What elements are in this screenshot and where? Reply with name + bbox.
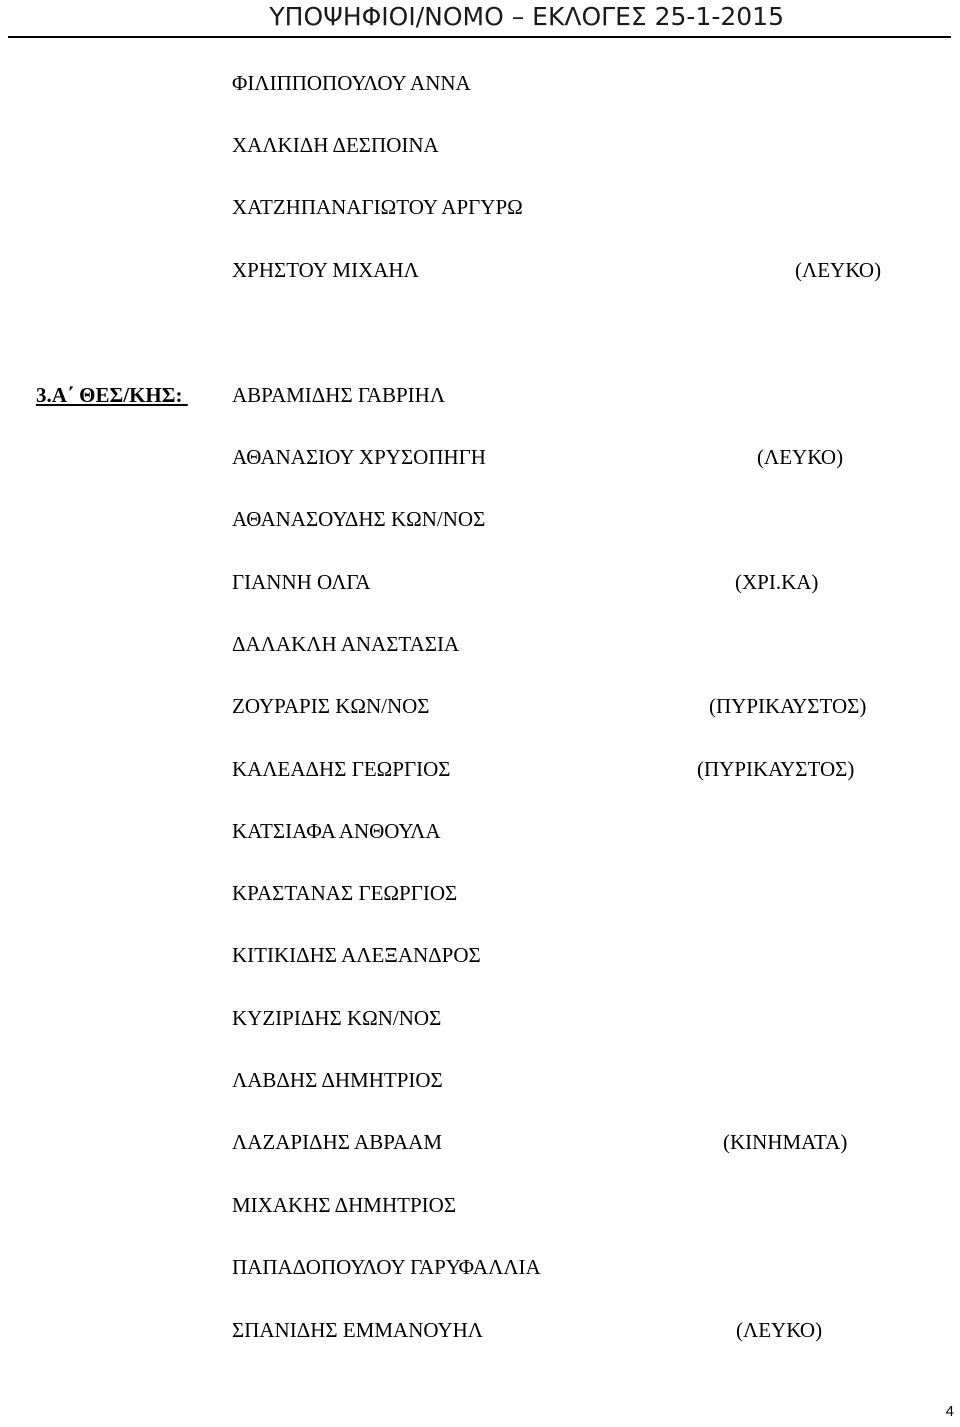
candidate-row — [0, 567, 960, 597]
candidate-name: ΖΟΥΡΑΡΙΣ ΚΩΝ/ΝΟΣ — [232, 694, 430, 718]
candidate-row — [0, 255, 960, 285]
constituency-label: 3.Α΄ ΘΕΣ/ΚΗΣ: — [36, 383, 188, 407]
candidate-name: ΧΑΛΚΙΔΗ ΔΕΣΠΟΙΝΑ — [232, 133, 439, 157]
candidate-party: (ΛΕΥΚΟ) — [795, 258, 882, 282]
candidate-party: (ΠΥΡΙΚΑΥΣΤΟΣ) — [709, 694, 867, 718]
candidate-row — [0, 442, 960, 472]
header-divider — [8, 36, 951, 38]
candidate-row — [0, 1127, 960, 1157]
candidate-name: ΑΒΡΑΜΙΔΗΣ ΓΑΒΡΙΗΛ — [232, 383, 446, 407]
candidate-name: ΛΑΖΑΡΙΔΗΣ ΑΒΡΑΑΜ — [232, 1130, 442, 1154]
candidate-party: (ΧΡΙ.ΚΑ) — [735, 570, 819, 594]
candidate-name: ΚΑΛΕΑΔΗΣ ΓΕΩΡΓΙΟΣ — [232, 757, 451, 781]
candidate-row — [0, 504, 960, 534]
candidate-party: (ΚΙΝΗΜΑΤΑ) — [723, 1130, 848, 1154]
candidate-row — [0, 68, 960, 98]
candidate-name: ΧΑΤΖΗΠΑΝΑΓΙΩΤΟΥ ΑΡΓΥΡΩ — [232, 195, 523, 219]
candidate-row — [0, 130, 960, 160]
candidate-name: ΚΑΤΣΙΑΦΑ ΑΝΘΟΥΛΑ — [232, 819, 441, 843]
candidate-name: ΓΙΑΝΝΗ ΟΛΓΑ — [232, 570, 371, 594]
candidate-row — [0, 1065, 960, 1095]
candidate-name: ΚΥΖΙΡΙΔΗΣ ΚΩΝ/ΝΟΣ — [232, 1006, 442, 1030]
candidate-name: ΜΙΧΑΚΗΣ ΔΗΜΗΤΡΙΟΣ — [232, 1193, 457, 1217]
candidate-row — [0, 878, 960, 908]
candidate-party: (ΛΕΥΚΟ) — [757, 445, 844, 469]
candidate-name: ΔΑΛΑΚΛΗ ΑΝΑΣΤΑΣΙΑ — [232, 632, 460, 656]
candidate-name: ΠΑΠΑΔΟΠΟΥΛΟΥ ΓΑΡΥΦΑΛΛΙΑ — [232, 1255, 541, 1279]
candidate-row — [0, 1315, 960, 1345]
candidate-row — [0, 940, 960, 970]
candidate-row — [0, 691, 960, 721]
candidate-party: (ΛΕΥΚΟ) — [736, 1318, 823, 1342]
candidate-name: ΑΘΑΝΑΣΟΥΔΗΣ ΚΩΝ/ΝΟΣ — [232, 507, 486, 531]
candidate-row — [0, 816, 960, 846]
candidate-name: ΧΡΗΣΤΟΥ ΜΙΧΑΗΛ — [232, 258, 419, 282]
candidate-name: ΛΑΒΔΗΣ ΔΗΜΗΤΡΙΟΣ — [232, 1068, 443, 1092]
candidate-party: (ΠΥΡΙΚΑΥΣΤΟΣ) — [697, 757, 855, 781]
candidate-row — [0, 1252, 960, 1282]
page-header-title: ΥΠΟΨΗΦΙΟΙ/ΝΟΜΟ – ΕΚΛΟΓΕΣ 25-1-2015 — [269, 2, 784, 31]
candidate-name: ΚΡΑΣΤΑΝΑΣ ΓΕΩΡΓΙΟΣ — [232, 881, 458, 905]
candidate-row — [0, 1003, 960, 1033]
candidate-row — [0, 380, 960, 410]
candidate-row — [0, 754, 960, 784]
candidate-name: ΑΘΑΝΑΣΙΟΥ ΧΡΥΣΟΠΗΓΗ — [232, 445, 486, 469]
candidate-name: ΚΙΤΙΚΙΔΗΣ ΑΛΕΞΑΝΔΡΟΣ — [232, 943, 481, 967]
candidate-row — [0, 629, 960, 659]
page-number: 4 — [945, 1403, 954, 1420]
candidate-name: ΦΙΛΙΠΠΟΠΟΥΛΟΥ ΑΝΝΑ — [232, 71, 471, 95]
candidate-row — [0, 1190, 960, 1220]
candidate-name: ΣΠΑΝΙΔΗΣ ΕΜΜΑΝΟΥΗΛ — [232, 1318, 484, 1342]
candidate-row — [0, 192, 960, 222]
